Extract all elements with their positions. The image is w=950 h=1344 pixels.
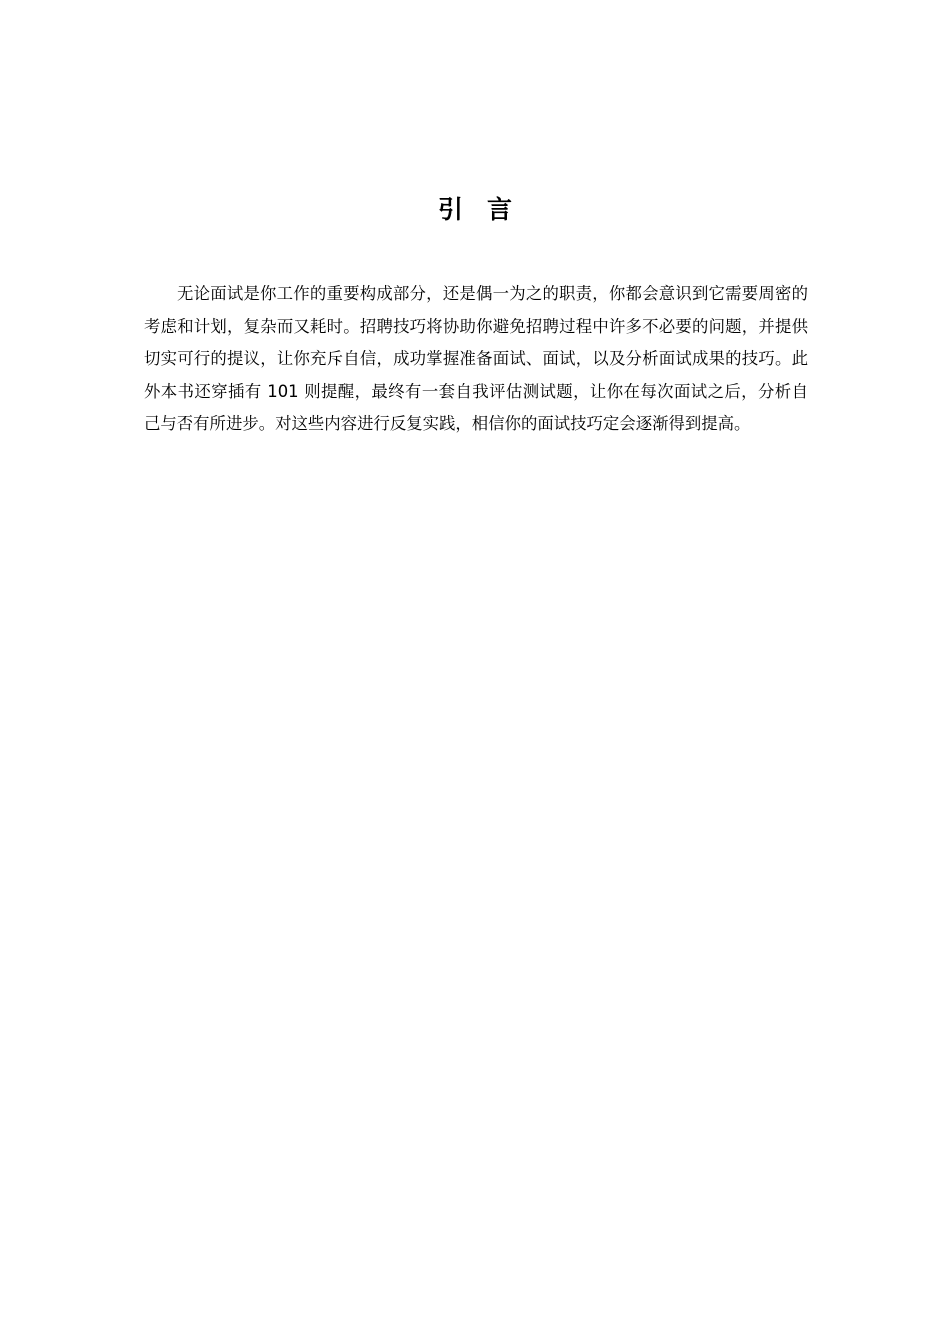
- page-title: 引言: [437, 195, 536, 224]
- intro-paragraph: 无论面试是你工作的重要构成部分，还是偶一为之的职责，你都会意识到它需要周密的考虑和计划，复杂而又耗时。招聘技巧将协助你避免招聘过程中许多不必要的问题，并提供切实可行的提议，让你充斥自信，成功掌握准备面试、面试，以及分析面试成果的技巧。此外本书还穿插有 101 则提醒，最终有一套自我评估测试题，让你在每次面试之后，分析自己与否有所进步。对这些内容进行反复实践，相信你的面试技巧定会逐渐得到提高。: [144, 284, 808, 434]
